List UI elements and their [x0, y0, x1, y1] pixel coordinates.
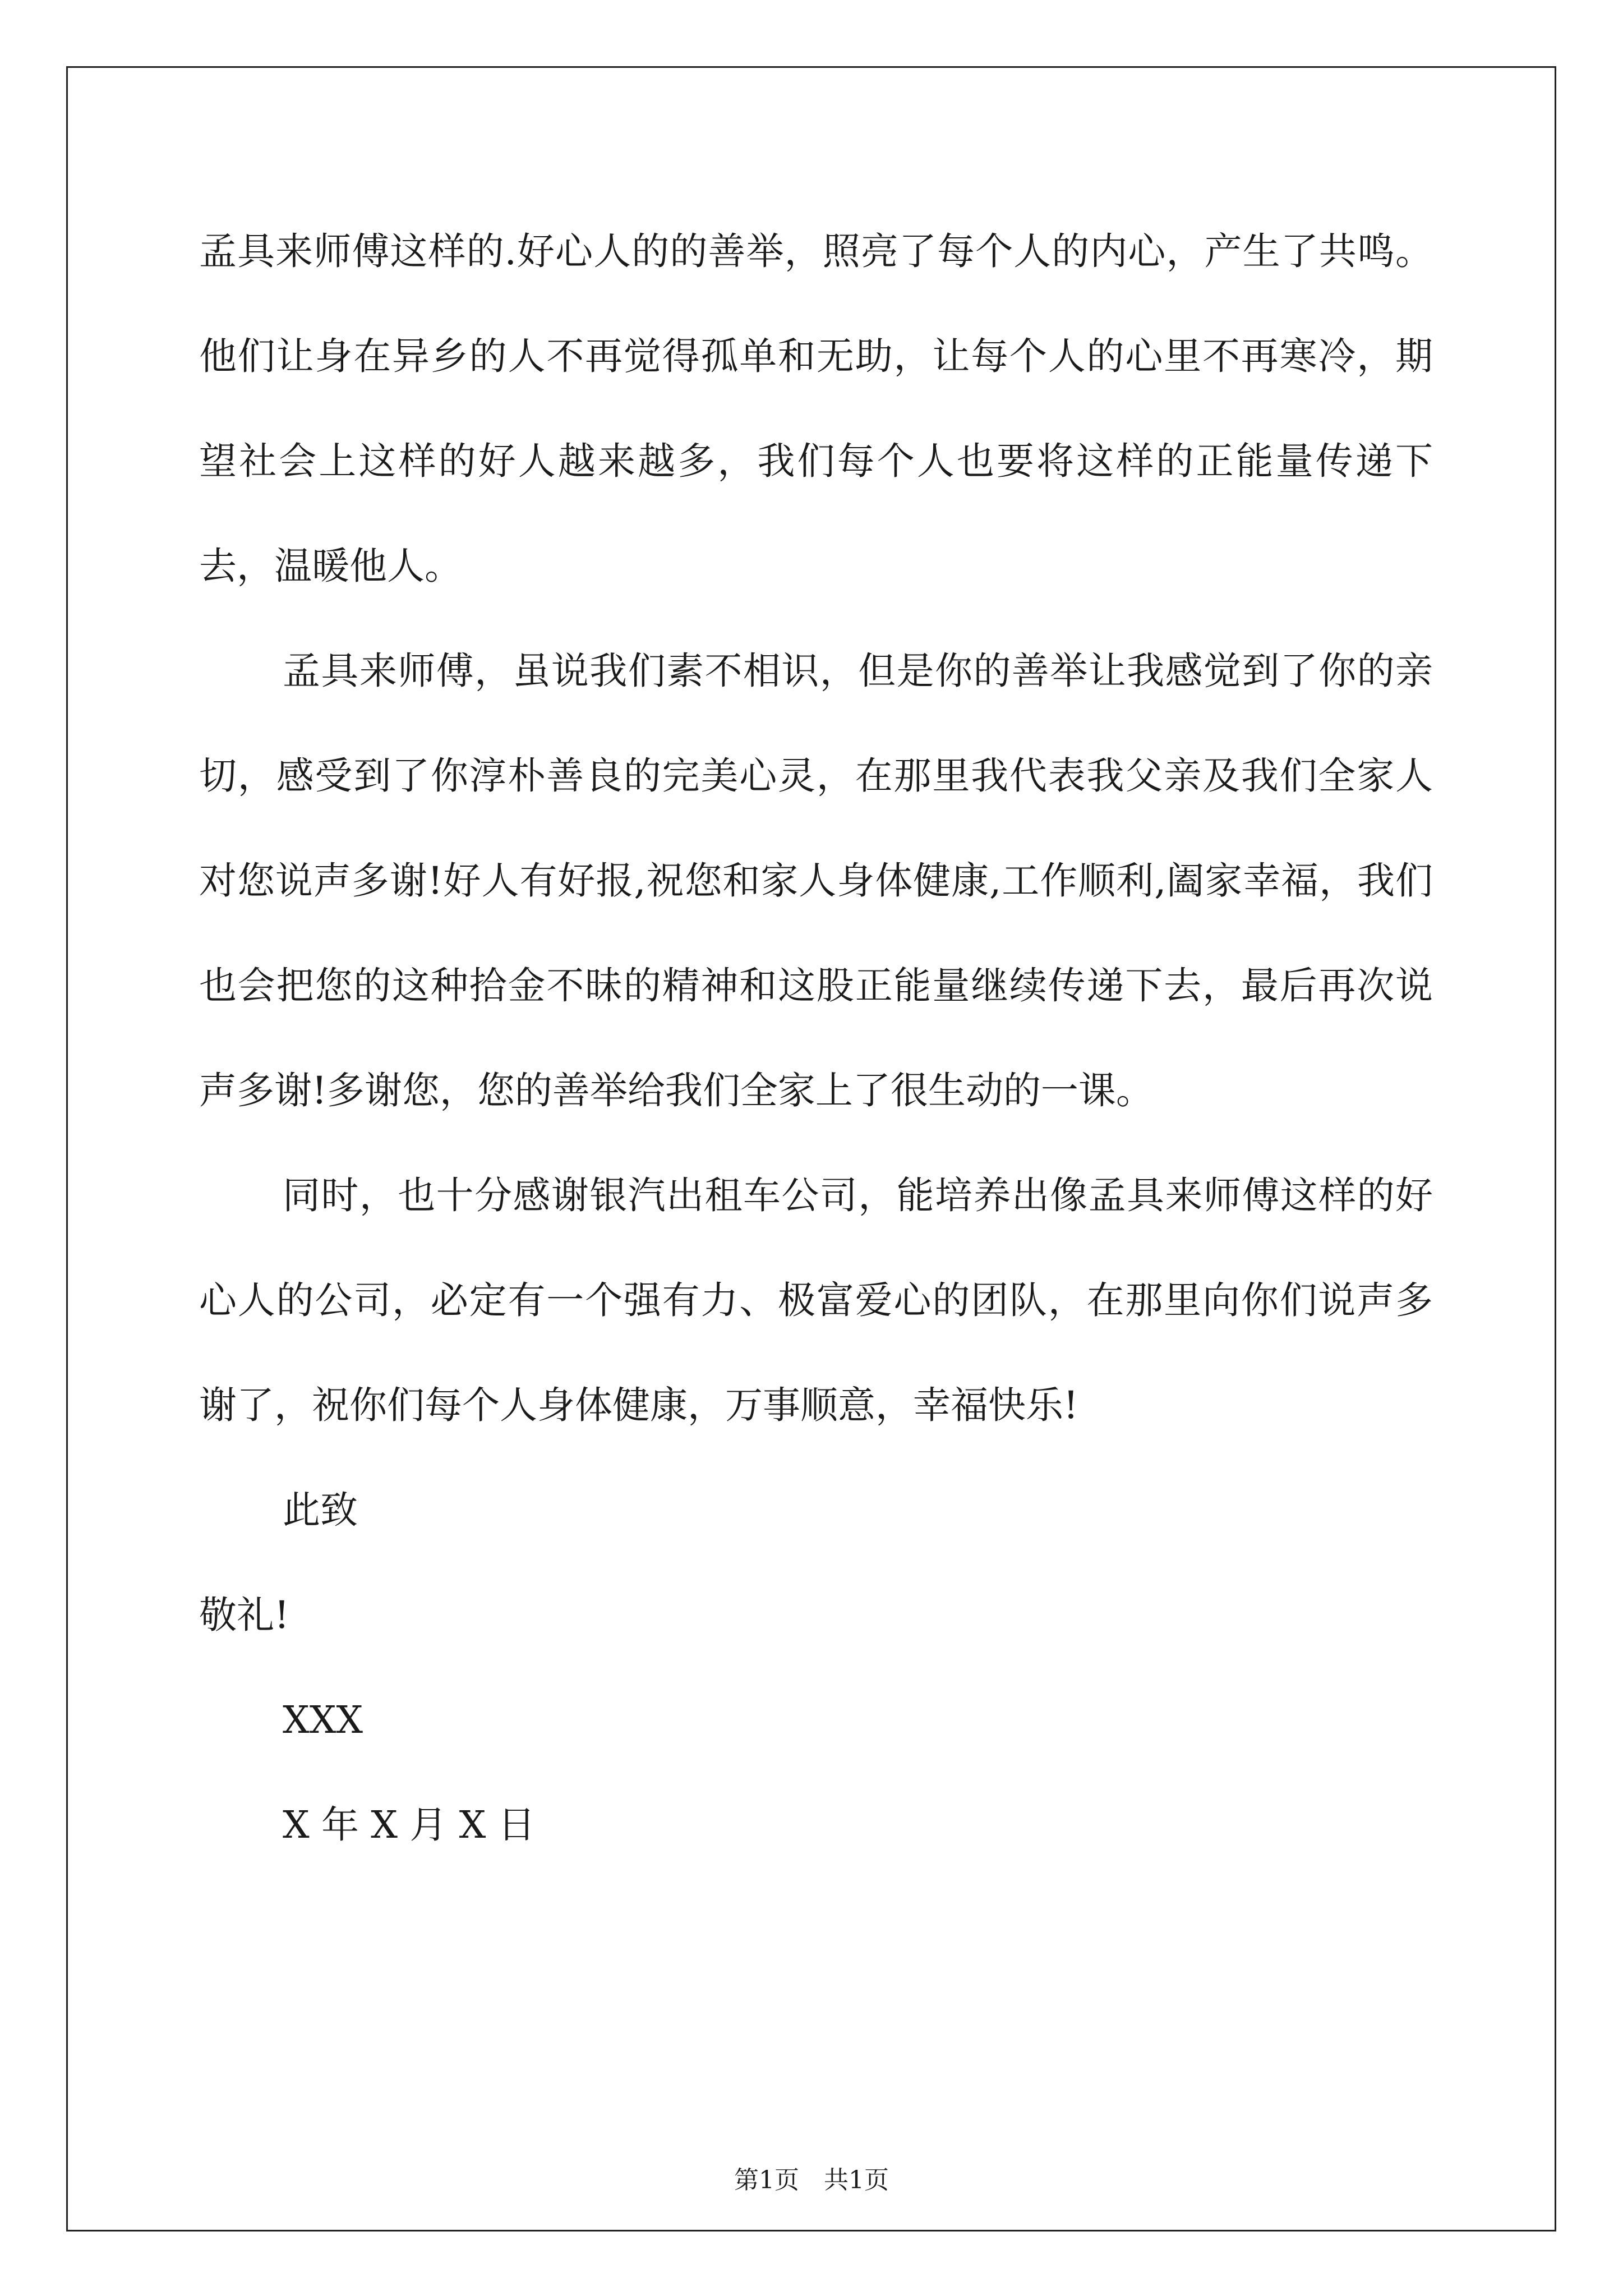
letter-body [199, 199, 1433, 1878]
page-number: 第1页 [734, 2166, 799, 2194]
page-footer [0, 2160, 1623, 2196]
paragraph-3: 同时，也十分感谢银汽出租车公司，能培养出像孟具来师傅这样的好心人的公司，必定有一个强有力、极富爱心的团队，在那里向你们说声多谢了，祝你们每个人身体健康，万事顺意，幸福快乐! [199, 1174, 1433, 1427]
signature: XXX [283, 1698, 363, 1742]
page-total: 共1页 [824, 2166, 889, 2194]
letter-date: X 年 X 月 X 日 [283, 1803, 536, 1847]
paragraph-2: 孟具来师傅，虽说我们素不相识，但是你的善举让我感觉到了你的亲切，感受到了你淳朴善良的完美心灵，在那里我代表我父亲及我们全家人对您说声多谢!好人有好报,祝您和家人身体健康,工作顺利,阖家幸福，我们也会把您的这种拾金不昧的精神和这股正能量继续传递下去，最后再次说声多谢!多谢您，您的善举给我们全家上了很生动的一课。 [199, 649, 1433, 1112]
paragraph-1: 孟具来师傅这样的.好心人的的善举，照亮了每个人的内心，产生了共鸣。他们让身在异乡的人不再觉得孤单和无助，让每个人的心里不再寒冷，期望社会上这样的好人越来越多，我们每个人也要将这样的正能量传递下去，温暖他人。 [199, 229, 1433, 588]
closing-phrase: 此致 [283, 1488, 358, 1532]
salutation: 敬礼! [199, 1593, 289, 1637]
